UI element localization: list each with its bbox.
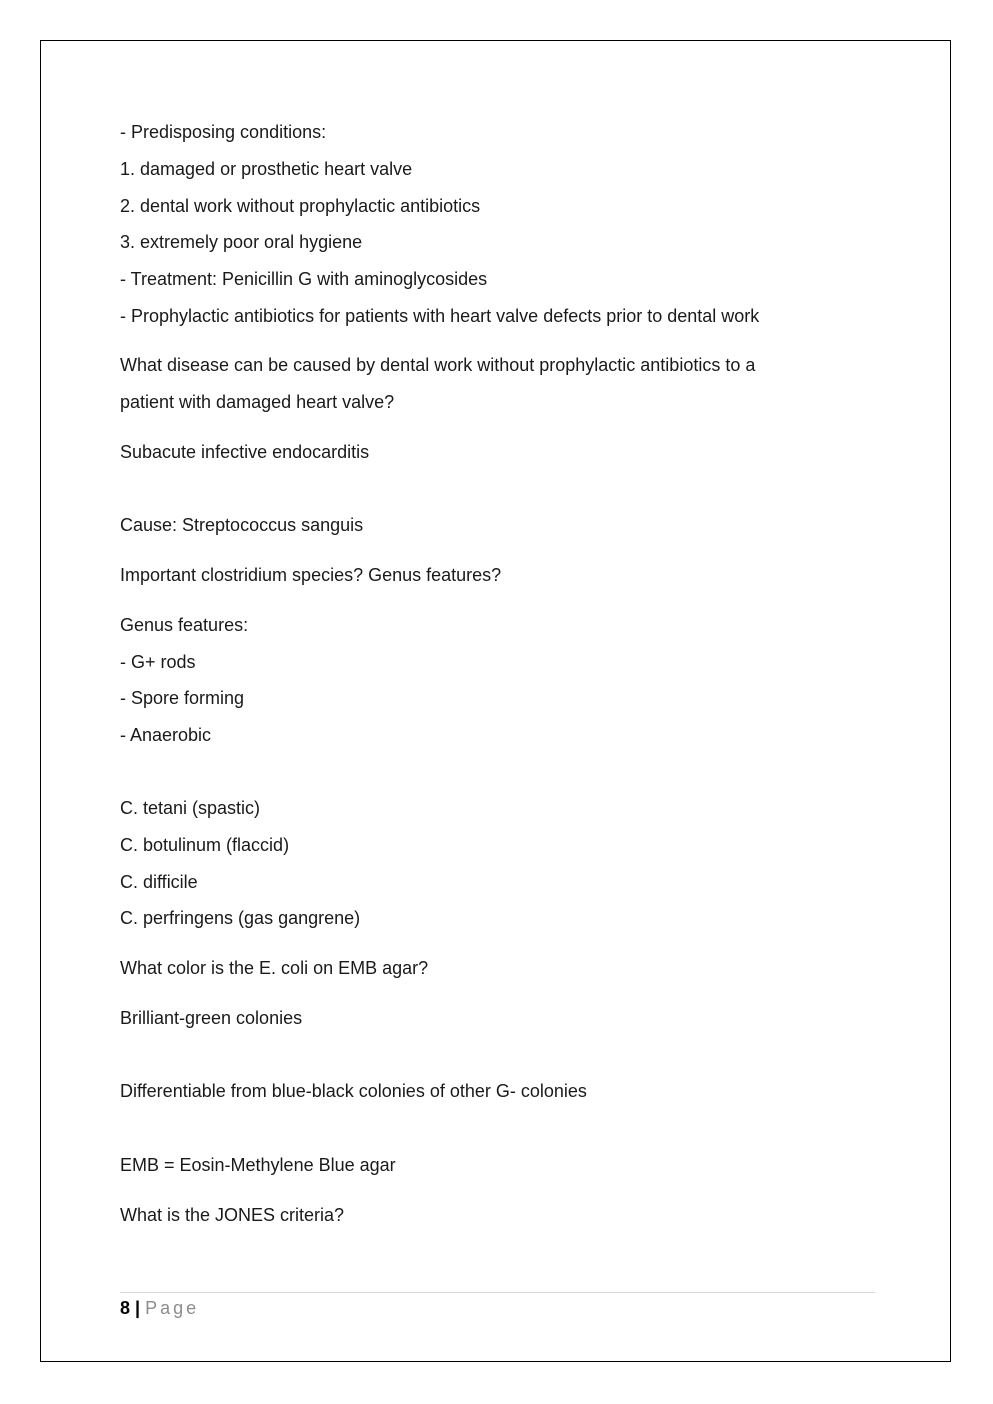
question-text: What is the JONES criteria? bbox=[120, 1205, 345, 1225]
text-line: C. perfringens (gas gangrene) bbox=[120, 908, 361, 928]
answer-text: Subacute infective endocarditis bbox=[120, 442, 370, 462]
text-line: - Anaerobic bbox=[120, 725, 212, 745]
page-label: Page bbox=[145, 1298, 200, 1318]
text-line: C. tetani (spastic) bbox=[120, 798, 261, 818]
text-line: Cause: Streptococcus sanguis bbox=[120, 515, 364, 535]
text-line: 3. extremely poor oral hygiene bbox=[120, 232, 363, 252]
question-text: patient with damaged heart valve? bbox=[120, 392, 395, 412]
text-line: C. difficile bbox=[120, 872, 198, 892]
text-line: 1. damaged or prosthetic heart valve bbox=[120, 159, 413, 179]
text-line: - Predisposing conditions: bbox=[120, 122, 327, 142]
page-number: 8 bbox=[120, 1298, 131, 1318]
text-line: Differentiable from blue-black colonies of other G- colonies bbox=[120, 1081, 587, 1101]
question-text: Important clostridium species? Genus features? bbox=[120, 565, 502, 585]
text-line: - Prophylactic antibiotics for patients with heart valve defects prior to dental work bbox=[120, 306, 760, 326]
answer-text: Brilliant-green colonies bbox=[120, 1008, 303, 1028]
text-line: C. botulinum (flaccid) bbox=[120, 835, 290, 855]
page-footer bbox=[120, 1297, 199, 1319]
question-text: What disease can be caused by dental work without prophylactic antibiotics to a bbox=[120, 355, 756, 375]
text-line: 2. dental work without prophylactic antibiotics bbox=[120, 196, 481, 216]
text-line: - Treatment: Penicillin G with aminoglycosides bbox=[120, 269, 488, 289]
text-line: - Spore forming bbox=[120, 688, 245, 708]
text-line: - G+ rods bbox=[120, 652, 196, 672]
footer-divider bbox=[120, 1292, 875, 1293]
text-line: EMB = Eosin-Methylene Blue agar bbox=[120, 1155, 396, 1175]
question-text: What color is the E. coli on EMB agar? bbox=[120, 958, 429, 978]
footer-separator: | bbox=[135, 1298, 141, 1318]
text-line: Genus features: bbox=[120, 615, 249, 635]
